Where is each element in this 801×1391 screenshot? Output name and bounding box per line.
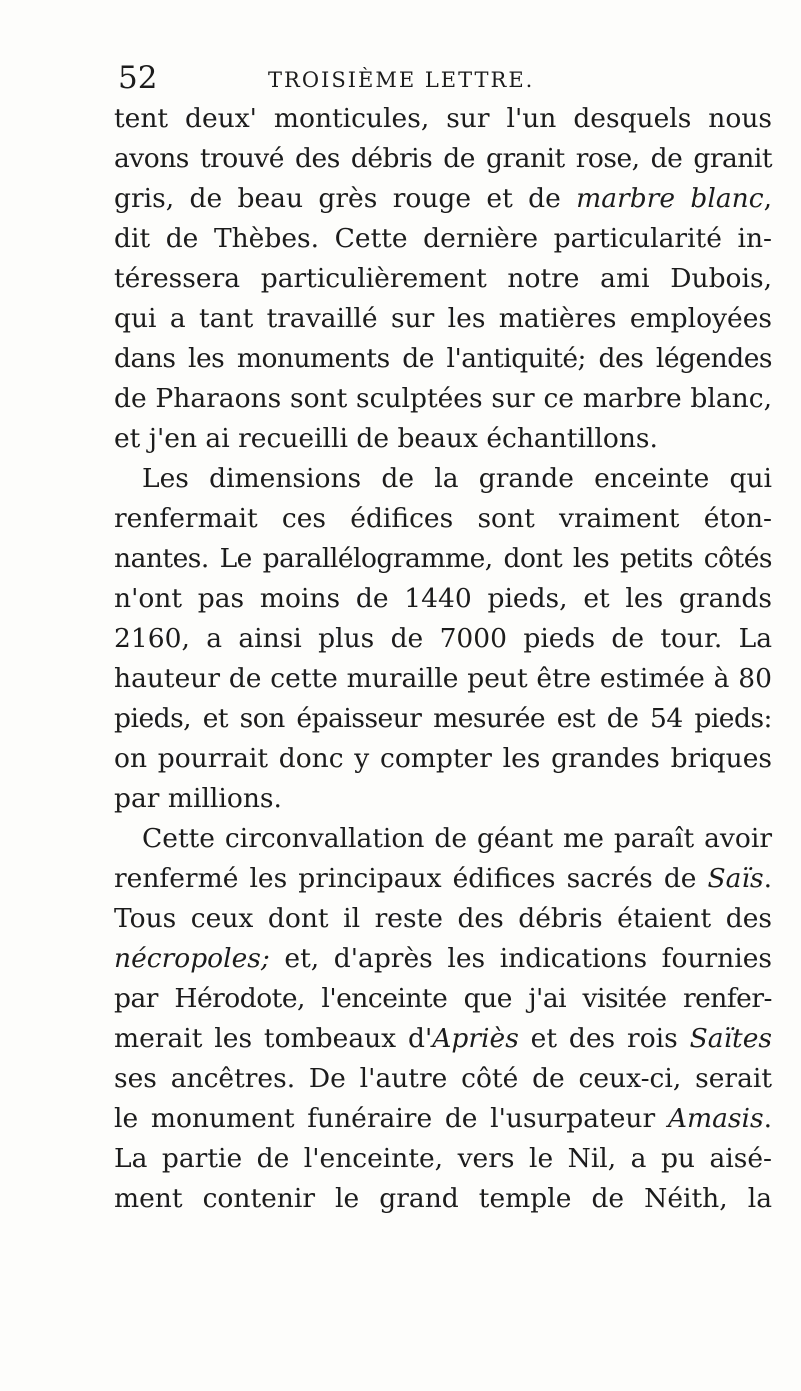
text-line bbox=[114, 859, 772, 899]
text-line bbox=[114, 339, 772, 379]
text-run: dit de Thèbes. Cette dernière particularité in- bbox=[114, 223, 772, 254]
text-run: et des rois bbox=[518, 1023, 690, 1054]
text-line bbox=[114, 419, 772, 459]
text-line bbox=[114, 219, 772, 259]
text-run: on pourrait donc y compter les grandes briques bbox=[114, 743, 772, 774]
text-run: par Hérodote, l'enceinte que j'ai visitée renfer- bbox=[114, 983, 772, 1014]
text-run: par millions. bbox=[114, 783, 282, 814]
italic-text-run: Amasis bbox=[667, 1103, 764, 1134]
text-run: ses ancêtres. De l'autre côté de ceux-ci, serait bbox=[114, 1063, 772, 1094]
text-line bbox=[114, 459, 772, 499]
running-title: TROISIÈME LETTRE. bbox=[268, 68, 535, 92]
text-run: qui a tant travaillé sur les matières employées bbox=[114, 303, 772, 334]
text-run: merait les tombeaux d' bbox=[114, 1023, 433, 1054]
text-line bbox=[114, 619, 772, 659]
text-line bbox=[114, 139, 772, 179]
text-line bbox=[114, 579, 772, 619]
text-line bbox=[114, 1099, 772, 1139]
text-run: de Pharaons sont sculptées sur ce marbre blanc, bbox=[114, 383, 772, 414]
text-line bbox=[114, 179, 772, 219]
text-line bbox=[114, 299, 772, 339]
text-line bbox=[114, 659, 772, 699]
text-line bbox=[114, 1139, 772, 1179]
text-line bbox=[114, 539, 772, 579]
text-run: tent deux' monticules, sur l'un desquels nous bbox=[114, 103, 772, 134]
text-line bbox=[114, 499, 772, 539]
text-run: nantes. Le parallélogramme, dont les petits côtés bbox=[114, 543, 772, 574]
text-run: le monument funéraire de l'usurpateur bbox=[114, 1103, 668, 1134]
text-line bbox=[114, 699, 772, 739]
text-run: Les dimensions de la grande enceinte qui bbox=[142, 463, 772, 494]
text-run: 2160, a ainsi plus de 7000 pieds de tour. La bbox=[114, 623, 772, 654]
text-run: n'ont pas moins de 1440 pieds, et les grands bbox=[114, 583, 772, 614]
text-run: Tous ceux dont il reste des débris étaient des bbox=[114, 903, 772, 934]
text-line bbox=[114, 819, 772, 859]
text-line bbox=[114, 1059, 772, 1099]
text-line bbox=[114, 259, 772, 299]
text-run: , bbox=[763, 183, 772, 214]
text-line bbox=[114, 899, 772, 939]
text-run: et j'en ai recueilli de beaux échantillons. bbox=[114, 423, 658, 454]
text-run: renfermé les principaux édifices sacrés de bbox=[114, 863, 708, 894]
text-run: Cette circonvallation de géant me paraît avoir bbox=[142, 823, 772, 854]
text-run: dans les monuments de l'antiquité; des légendes bbox=[114, 343, 772, 374]
text-run: . bbox=[763, 863, 772, 894]
text-line bbox=[114, 779, 772, 819]
italic-text-run: marbre blanc bbox=[576, 183, 764, 214]
italic-text-run: Saïs bbox=[707, 863, 764, 894]
italic-text-run: Apriès bbox=[432, 1023, 519, 1054]
body-text bbox=[114, 99, 772, 1219]
text-run: renfermait ces édifices sont vraiment éton- bbox=[114, 503, 772, 534]
text-run: pieds, et son épaisseur mesurée est de 54 pieds: bbox=[114, 703, 772, 734]
text-line bbox=[114, 939, 772, 979]
running-head bbox=[118, 58, 772, 102]
text-run: téressera particulièrement notre ami Dubois, bbox=[114, 263, 772, 294]
text-line bbox=[114, 99, 772, 139]
text-run: hauteur de cette muraille peut être estimée à 80 bbox=[114, 663, 772, 694]
italic-text-run: nécropoles; bbox=[114, 943, 270, 974]
text-run: avons trouvé des débris de granit rose, de granit bbox=[114, 143, 772, 174]
text-line bbox=[114, 1019, 772, 1059]
text-run: gris, de beau grès rouge et de bbox=[114, 183, 577, 214]
text-line bbox=[114, 1179, 772, 1219]
text-line bbox=[114, 979, 772, 1019]
text-run: ment contenir le grand temple de Néith, la bbox=[114, 1183, 772, 1214]
text-line bbox=[114, 379, 772, 419]
text-run: et, d'après les indications fournies bbox=[269, 943, 772, 974]
italic-text-run: Saïtes bbox=[689, 1023, 772, 1054]
text-line bbox=[114, 739, 772, 779]
text-run: La partie de l'enceinte, vers le Nil, a pu aisé- bbox=[114, 1143, 772, 1174]
page-number: 52 bbox=[118, 60, 158, 96]
text-run: . bbox=[763, 1103, 772, 1134]
